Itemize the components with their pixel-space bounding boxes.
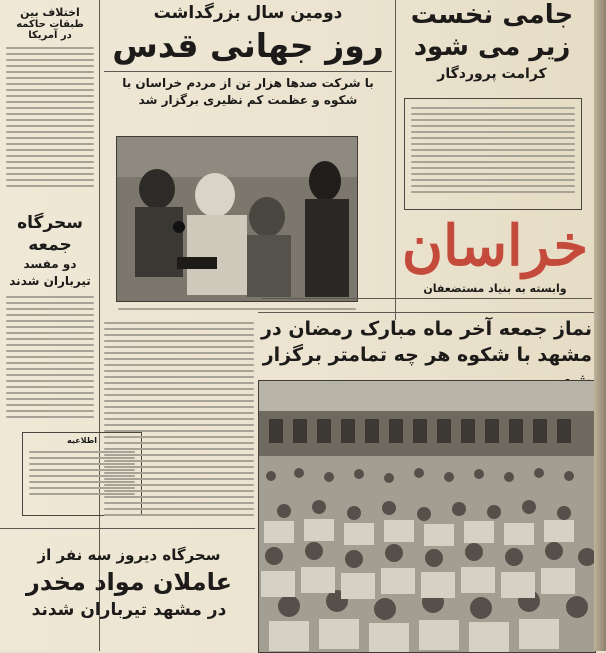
rule-bottom-left: [0, 528, 255, 529]
friday-headline-1: نماز جمعه آخر ماه مبارک رمضان در: [261, 318, 592, 340]
story-narcotics: [4, 544, 254, 622]
quds-photo-image: [117, 137, 357, 301]
quds-photo-caption: [118, 304, 356, 314]
story-top-left-subtitle2: در آمریکا: [28, 30, 72, 41]
top-right-text-box: [404, 98, 582, 210]
narcotics-line-1: سحرگاه دیروز سه نفر از: [37, 546, 221, 564]
top-right-subhead: کرامت پروردگار: [437, 66, 547, 82]
masthead-affiliation: وابسته به بنیاد مستضعفان: [423, 282, 567, 295]
masthead-name: خراسان: [401, 213, 589, 279]
top-right-headline-2: زیر می شود: [413, 32, 571, 62]
page-binding-edge: [594, 0, 606, 651]
story-quds-day: [104, 2, 392, 109]
story-top-left-subtitle: طبقات حاکمه: [16, 19, 84, 30]
story-left-headline-2: جمعه: [28, 235, 72, 255]
quds-photo: [116, 136, 358, 302]
top-right-headline-1: جامی نخست: [410, 0, 574, 30]
story-top-left-body: [6, 47, 94, 187]
story-left-headline-4: تیرباران شدند: [9, 274, 91, 288]
quds-kicker: دومین سال بزرگداشت: [153, 3, 343, 23]
friday-prayer-photo-image: [259, 381, 595, 652]
story-left-headline-3: دو مفسد: [23, 257, 77, 271]
story-left-executions: [6, 212, 94, 422]
story-left-headline-1: سحرگاه: [17, 213, 83, 233]
quds-deck: با شرکت صدها هزار تن از مردم خراسان با شکوه و عظمت کم نظیری برگزار شد: [122, 76, 374, 107]
story-top-right: [398, 0, 586, 84]
quds-headline-rule: [104, 71, 392, 72]
quds-headline: روز جهانی قدس: [112, 26, 384, 65]
friday-headline-2: مشهد با شکوه هر چه تمامتر برگزار: [262, 344, 592, 366]
masthead-dateline-rule: [262, 298, 592, 299]
story-top-left-title: اختلاف بین: [20, 6, 80, 19]
narcotics-line-3: در مشهد تیرباران شدند: [31, 600, 227, 620]
narcotics-line-2: عاملان مواد مخدر: [26, 568, 232, 596]
middle-left-column-text: [104, 318, 254, 520]
friday-prayer-photo: [258, 380, 596, 653]
story-top-left: [6, 6, 94, 191]
notice-title: اطلاعیه: [67, 436, 97, 445]
column-rule-right: [395, 0, 396, 320]
story-left-body: [6, 296, 94, 418]
